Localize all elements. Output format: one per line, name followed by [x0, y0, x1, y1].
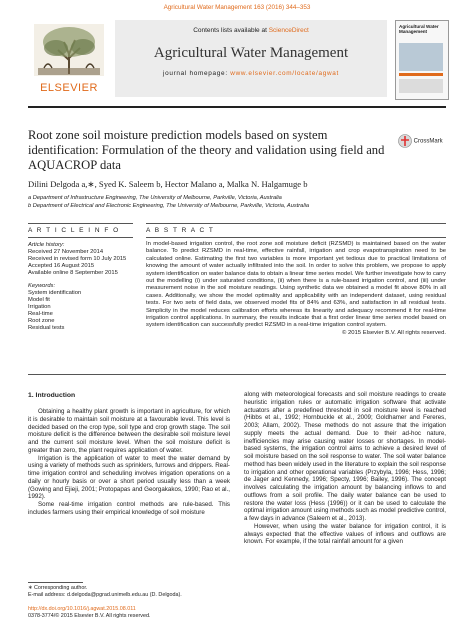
article-info-rule-2 — [28, 237, 133, 238]
crossmark-icon — [398, 134, 412, 148]
intro-paragraph-4: along with meteorological forecasts and soil moisture readings to create heuristic irrigation rules or automatic irrigation software that activate actuators after a predefined threshold in soil moisture level is reached (Hibbs et al., 1992; Hornbuckle et al., 2009; Goldhamer and Fereres, 2003; Allam, 2002). These methods do not assure that the irrigation supply meets the actual demand. Due to their ad-hoc nature, inefficiencies may arise causing water losses or shortages. In model-based systems, the irrigation control aims to achieve a desired level of soil moisture based on the soil response to water. The soil water balance method has been widely used in the literature to explain the soil response to irrigation and other operational variables (Przybyla, 1996; Hess, 1996; de Jager and Kennedy, 1996; Specty, 1996; Bailey, 1996). The concept involves calculating the irrigation amount by balancing inflows to and outflows from a soil profile. The daily water balance can be used to restore the water loss (Hess (1996)) or it can be used to calculate the optimal irrigation amount using methods such as model predictive control, a few days in advance (Saleem et al., 2013). — [244, 391, 446, 522]
abstract-body — [146, 241, 446, 337]
history-item: Available online 8 September 2015 — [28, 270, 118, 276]
abstract-rule — [146, 223, 446, 224]
elsevier-logo — [28, 20, 110, 98]
left-column — [28, 408, 230, 517]
homepage-link[interactable]: www.elsevier.com/locate/agwat — [230, 70, 340, 77]
article-info-rule — [28, 223, 133, 224]
footnote-rule — [28, 582, 83, 583]
crossmark-badge[interactable] — [398, 134, 450, 148]
issn-line: 0378-3774/© 2015 Elsevier B.V. All rights reserved. — [28, 612, 151, 619]
keyword: Model fit — [28, 297, 50, 303]
homepage-prefix: journal homepage: — [162, 70, 231, 77]
history-item: Received in revised form 10 July 2015 — [28, 256, 127, 262]
intro-paragraph-3: Some real-time irrigation control methods are rule-based. This includes farmers using their empirical knowledge of soil moisture — [28, 501, 230, 516]
sciencedirect-link[interactable]: ScienceDirect — [268, 27, 309, 34]
history-label: Article history: — [28, 242, 65, 248]
history-item: Received 27 November 2014 — [28, 249, 104, 255]
keyword: Root zone — [28, 318, 55, 324]
contents-line — [115, 27, 387, 34]
keyword: Residual tests — [28, 325, 65, 331]
abstract-rule-2 — [146, 237, 446, 238]
keyword: Irrigation — [28, 304, 51, 310]
doi-link[interactable]: http://dx.doi.org/10.1016/j.agwat.2015.08.011 — [28, 606, 136, 612]
corresponding-author: ∗ Corresponding author. — [28, 585, 88, 591]
article-info-heading: A R T I C L E I N F O — [28, 227, 120, 234]
cover-title: Agricultural Water Management — [399, 24, 439, 35]
article-history — [28, 242, 138, 332]
author-list: Dilini Delgoda a,∗, Syed K. Saleem b, Hector Malano a, Malka N. Halgamuge b — [28, 179, 308, 189]
intro-paragraph-5: However, when using the water balance for irrigation control, it is always expected that the effective values of inflows and outflows are known. For example, if the total rainfall amount for a given — [244, 522, 446, 546]
email-address: E-mail address: d.delgoda@pgrad.unimelb.edu.au (D. Delgoda). — [28, 591, 182, 598]
doi-block — [28, 606, 268, 619]
journal-homepage — [115, 70, 387, 77]
journal-cover — [395, 20, 449, 100]
footnotes — [28, 585, 230, 598]
keywords-label: Keywords: — [28, 283, 56, 289]
history-item: Accepted 16 August 2015 — [28, 263, 95, 269]
introduction-heading: 1. Introduction — [28, 392, 76, 399]
elsevier-wordmark: ELSEVIER — [40, 82, 98, 94]
abstract-text: In model-based irrigation control, the root zone soil moisture deficit (RZSMD) is maintained based on the water balance. To predict RZSMD in real-time, effective rainfall, irrigation and crop evapotranspiration need to be calculated online. Estimating the first two variables is more important yet tedious due to practical limitations of knowing the amount of water actually infiltrated into the soil. In order to solve this problem, we propose to apply system identification on water balance data to obtain a linear time series model. We further investigate how to carry out the modelling (i) under saturated conditions, (ii) when there is a rule-based irrigation control, and (iii) under measurement noise in the soil moisture readings. Using synthetic data we obtained a model fit above 80% in all cases. Additionally, we show the model optimality and applicability with an independent dataset, using residual tests. For two sets of field data, we observed model fits of 84% and 63%, and satisfaction in all residual tests. Simplicity in the model reduces calibration efforts whereas its linearity and adequacy recommend it for real-time irrigation control applications. In summary, the results indicate that a first order linear time series model based on system identification can successfully predict RZSMD in a real-time irrigation control system. — [146, 241, 446, 329]
contents-prefix: Contents lists available at — [193, 27, 269, 34]
journal-title: Agricultural Water Management — [153, 45, 349, 61]
affiliation-b: b Department of Electrical and Electronic Engineering, The University of Melbourne, Parkville, Victoria, Australia — [28, 203, 310, 209]
body-rule — [28, 374, 446, 375]
intro-paragraph-2: Irrigation is the application of water to meet the water demand by using a variety of methods such as sprinklers, furrows and drippers. Real-time irrigation control and scheduling involves irrigation operations on a daily or hourly basis or over a short period usually less than a week (Gowing and Ejieji, 2001; Protopapas and Georgakakos, 1990; Rao et al., 1992). — [28, 454, 230, 501]
copyright: © 2015 Elsevier B.V. All rights reserved. — [342, 329, 446, 336]
affiliation-a: a Department of Infrastructure Engineering, The University of Melbourne, Parkville, Victoria, Australia — [28, 195, 282, 201]
right-column — [244, 391, 446, 546]
article-title: Root zone soil moisture prediction models based on system identification: Formulation of the theory and validation using field and AQUACROP data — [28, 128, 385, 172]
abstract-heading: A B S T R A C T — [146, 227, 215, 234]
journal-citation: Agricultural Water Management 163 (2016) 344–353 — [163, 4, 311, 11]
crossmark-label: CrossMark — [413, 138, 443, 145]
header-rule — [28, 106, 446, 108]
keyword: System identification — [28, 290, 82, 296]
keyword: Real-time — [28, 311, 53, 317]
intro-paragraph-1: Obtaining a healthy plant growth is important in agriculture, for which it is desirable to maintain soil moisture at a favourable level. This level is decided based on the crop type, soil type and crop growth stage. The soil moisture deficit is the difference between the desirable soil moisture level and the current soil moisture level. When the soil moisture deficit is greater than zero, the plant requires application of water. — [28, 408, 230, 454]
